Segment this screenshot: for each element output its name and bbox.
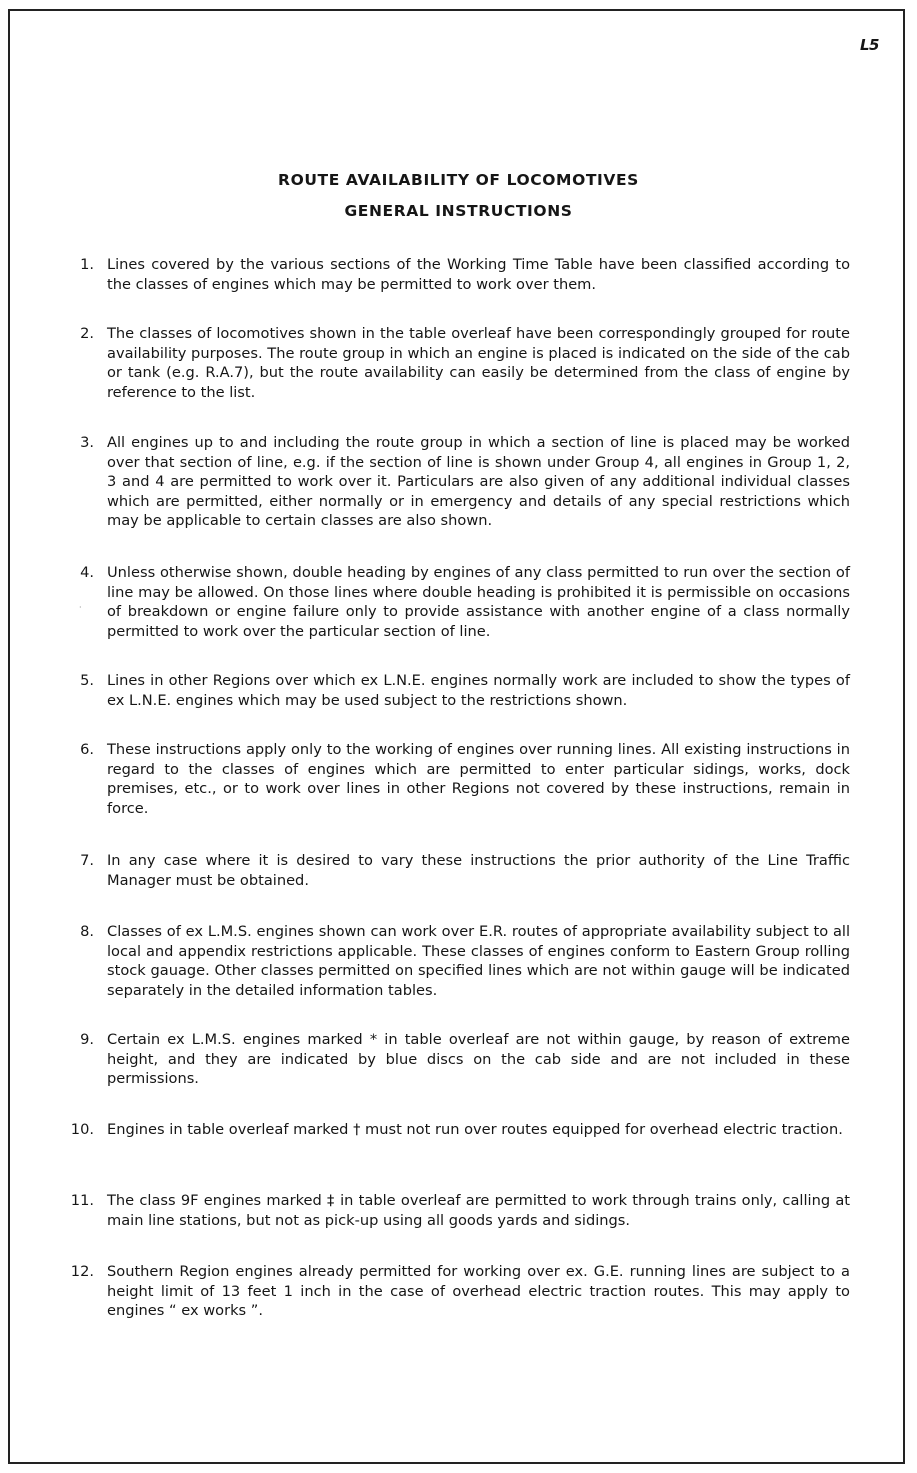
instruction-number: 4. xyxy=(80,564,94,581)
instruction-number: 7. xyxy=(80,852,94,869)
instruction-number: 5. xyxy=(80,672,94,689)
instruction-text: Southern Region engines already permitted for working over ex. G.E. running lines are subject to a height limit of 13 feet 1 inch in the case of overhead electric traction routes. This may apply to engines “ ex works ”. xyxy=(107,1263,850,1319)
instruction-number: 9. xyxy=(80,1031,94,1048)
page-subtitle: GENERAL INSTRUCTIONS xyxy=(344,202,573,220)
page-border xyxy=(8,9,905,1464)
instruction-number: 2. xyxy=(80,325,94,342)
instruction-text: All engines up to and including the route group in which a section of line is placed may be worked over that section of line, e.g. if the section of line is shown under Group 4, all engines in Group 1, 2, 3 and 4 are permitted to work over it. Particulars are also given of any additional individual classes which are permitted, either normally or in emergency and details of any special restrictions which may be applicable to certain classes are also shown. xyxy=(107,434,850,529)
instruction-5 xyxy=(60,671,850,710)
instruction-7 xyxy=(60,851,850,890)
instruction-number: 10. xyxy=(70,1121,94,1138)
instruction-8 xyxy=(60,922,850,1000)
instruction-text: The classes of locomotives shown in the table overleaf have been correspondingly grouped for route availability purposes. The route group in which an engine is placed is indicated on the side of the cab or tank (e.g. R.A.7), but the route availability can easily be determined from the class of engine by reference to the list. xyxy=(107,325,850,401)
instruction-text: Lines covered by the various sections of the Working Time Table have been classified according to the classes of engines which may be permitted to work over them. xyxy=(107,256,850,293)
instruction-text: These instructions apply only to the working of engines over running lines. All existing instructions in regard to the classes of engines which are permitted to enter particular sidings, works, dock premises, etc., or to work over lines in other Regions not covered by these instructions, remain in force. xyxy=(107,741,850,817)
instruction-text: Unless otherwise shown, double heading by engines of any class permitted to run over the section of line may be allowed. On those lines where double heading is prohibited it is permissible on occasions of breakdown or engine failure only to provide assistance with another engine of a class normally permitted to work over the particular section of line. xyxy=(107,564,850,640)
instruction-number: 3. xyxy=(80,434,94,451)
instruction-text: The class 9F engines marked ‡ in table overleaf are permitted to work through trains only, calling at main line stations, but not as pick-up using all goods yards and sidings. xyxy=(107,1192,850,1229)
instruction-number: 11. xyxy=(70,1192,94,1209)
instruction-12 xyxy=(60,1262,850,1321)
instruction-number: 6. xyxy=(80,741,94,758)
instruction-number: 12. xyxy=(70,1263,94,1280)
instruction-1 xyxy=(60,255,850,294)
instruction-9 xyxy=(60,1030,850,1089)
instruction-11 xyxy=(60,1191,850,1230)
instruction-3 xyxy=(60,433,850,531)
stray-mark: · xyxy=(79,603,82,612)
instruction-number: 1. xyxy=(80,256,94,273)
instruction-number: 8. xyxy=(80,923,94,940)
instruction-text: Engines in table overleaf marked † must not run over routes equipped for overhead electric traction. xyxy=(107,1121,843,1138)
instruction-10 xyxy=(60,1120,850,1140)
instruction-text: In any case where it is desired to vary these instructions the prior authority of the Line Traffic Manager must be obtained. xyxy=(107,852,850,889)
page-reference: L5 xyxy=(860,36,879,54)
instruction-4 xyxy=(60,563,850,641)
instruction-2 xyxy=(60,324,850,402)
instruction-text: Lines in other Regions over which ex L.N.E. engines normally work are included to show the types of ex L.N.E. engines which may be used subject to the restrictions shown. xyxy=(107,672,850,709)
page-title: ROUTE AVAILABILITY OF LOCOMOTIVES xyxy=(278,171,639,189)
instruction-text: Certain ex L.M.S. engines marked * in table overleaf are not within gauge, by reason of extreme height, and they are indicated by blue discs on the cab side and are not included in these permissions. xyxy=(107,1031,850,1087)
instruction-text: Classes of ex L.M.S. engines shown can work over E.R. routes of appropriate availability subject to all local and appendix restrictions applicable. These classes of engines conform to Eastern Group rolling stock gauage. Other classes permitted on specified lines which are not within gauge will be indicated separately in the detailed information tables. xyxy=(107,923,850,999)
instruction-6 xyxy=(60,740,850,818)
